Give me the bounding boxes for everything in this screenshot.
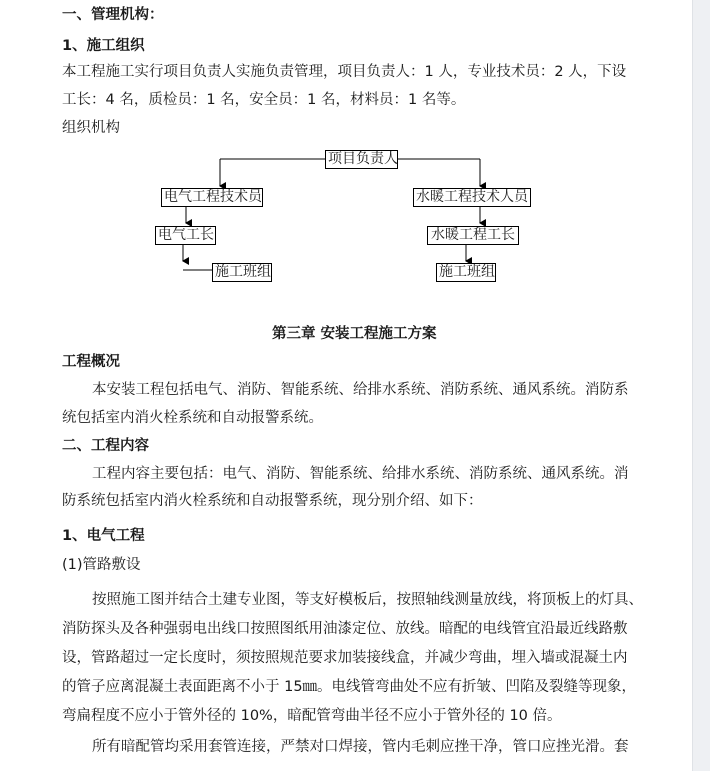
paragraph-line: 设，管路超过一定长度时，须按照规范要求加装接线盒，并减少弯曲，埋入墙或混凝土内	[62, 650, 628, 666]
heading-pipe-laying: (1)管路敷设	[62, 557, 141, 573]
org-node-electrical-technician: 电气工程技术员	[161, 188, 263, 207]
heading-management: 一、管理机构：	[62, 7, 164, 23]
heading-electrical: 1、电气工程	[62, 528, 145, 544]
org-node-project-manager: 项目负责人	[325, 150, 398, 169]
heading-overview: 工程概况	[62, 354, 120, 370]
paragraph-line: 的管子应离混凝土表面距离不小于 15㎜。电线管弯曲处不应有折皱、凹陷及裂缝等现象，	[62, 679, 637, 695]
paragraph-line: 消防探头及各种强弱电出线口按照图纸用油漆定位、放线。暗配的电线管宜沿最近线路敷	[62, 621, 628, 637]
org-node-plumbing-technician: 水暖工程技术人员	[413, 188, 531, 207]
org-node-construction-team-right: 施工班组	[436, 263, 496, 282]
heading-content: 二、工程内容	[62, 438, 149, 454]
paragraph-line: 本工程施工实行项目负责人实施负责管理，项目负责人：1 人，专业技术员：2 人，下设	[62, 64, 627, 80]
paragraph-line: 弯扁程度不应小于管外径的 10%，暗配管弯曲半径不应小于管外径的 10 倍。	[62, 708, 562, 724]
paragraph-line: 按照施工图并结合土建专业图，等支好模板后，按照轴线测量放线，将顶板上的灯具、	[92, 592, 643, 608]
org-node-electrical-foreman: 电气工长	[155, 226, 216, 245]
paragraph-line: 本安装工程包括电气、消防、智能系统、给排水系统、消防系统、通风系统。消防系	[92, 382, 629, 398]
org-node-plumbing-foreman: 水暖工程工长	[427, 226, 519, 245]
chapter-title: 第三章 安装工程施工方案	[272, 326, 437, 342]
heading-construction-org: 1、施工组织	[62, 38, 145, 54]
org-chart-label: 组织机构	[62, 120, 120, 136]
paragraph-line: 所有暗配管均采用套管连接，严禁对口焊接，管内毛刺应挫干净，管口应挫光滑。套	[92, 739, 629, 755]
paragraph-line: 防系统包括室内消火栓系统和自动报警系统，现分别介绍、如下：	[62, 493, 483, 509]
org-node-construction-team-left: 施工班组	[212, 263, 272, 282]
paragraph-line: 统包括室内消火栓系统和自动报警系统。	[62, 410, 323, 426]
paragraph-line: 工长：4 名，质检员：1 名，安全员：1 名，材料员：1 名等。	[62, 92, 466, 108]
paragraph-line: 工程内容主要包括：电气、消防、智能系统、给排水系统、消防系统、通风系统。消	[92, 466, 629, 482]
vertical-scrollbar[interactable]	[692, 0, 710, 771]
